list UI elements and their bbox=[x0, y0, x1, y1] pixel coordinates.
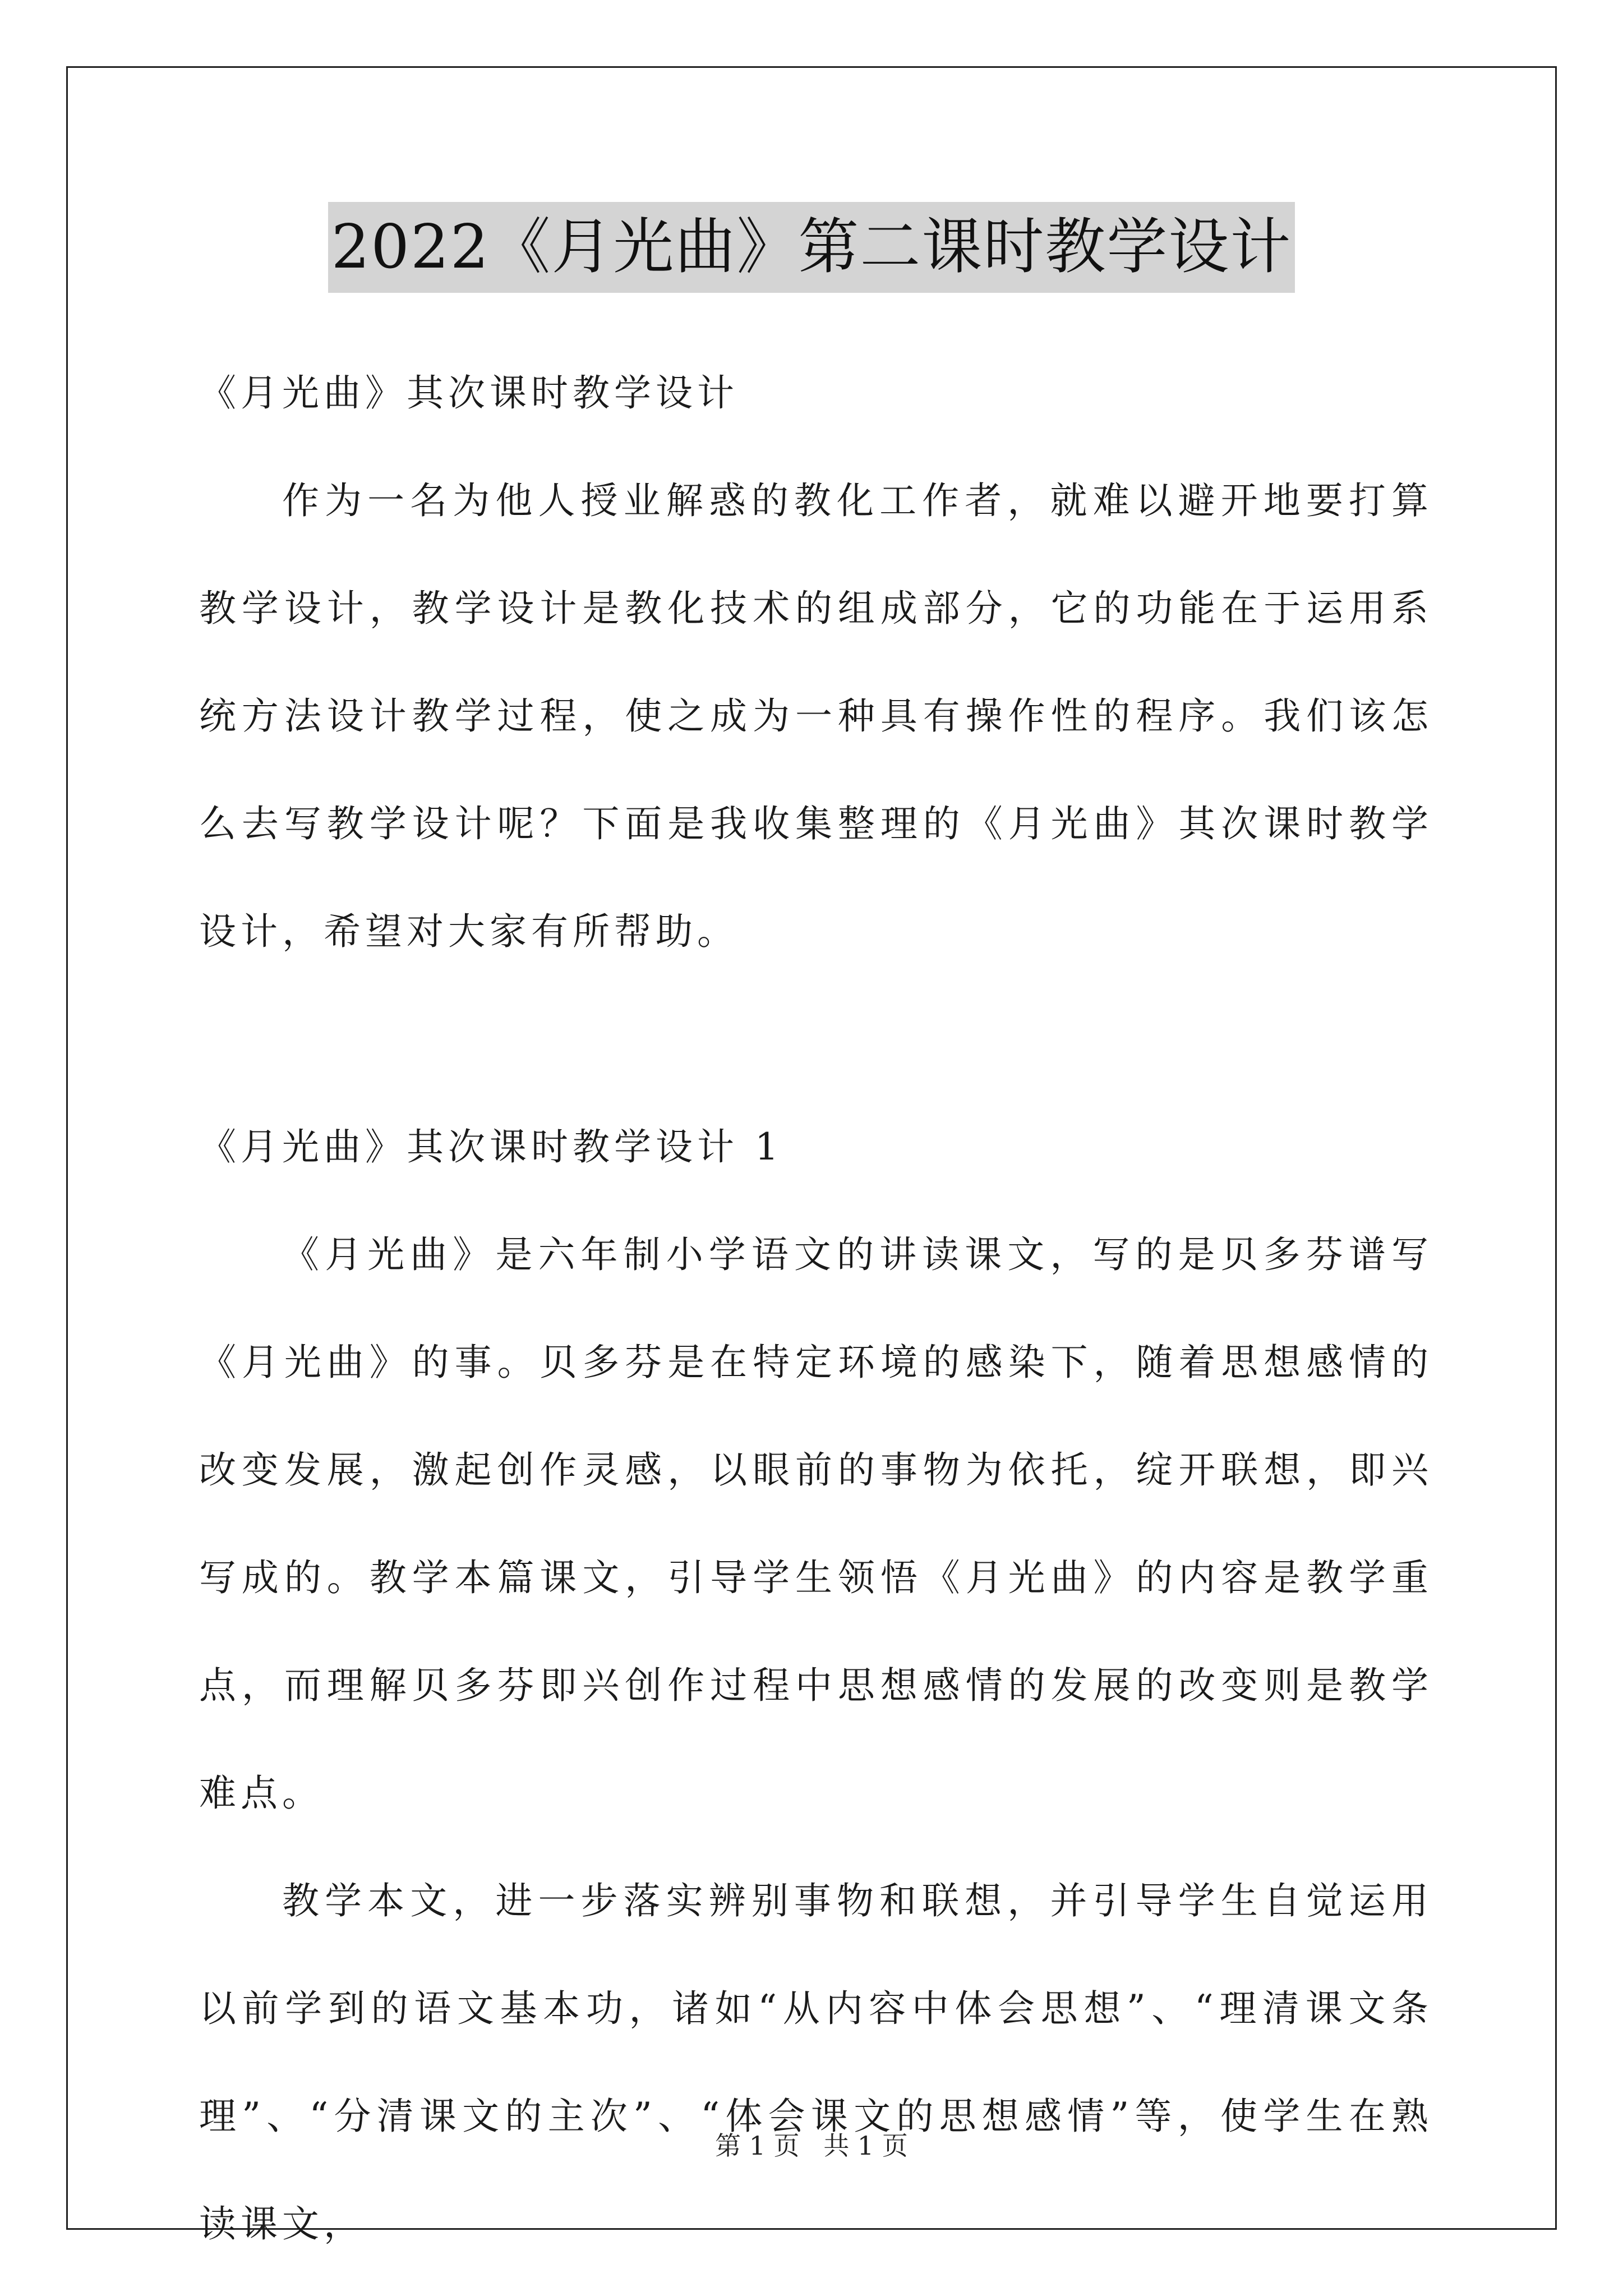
page-total: 共 1 页 bbox=[823, 2131, 908, 2161]
title-container bbox=[0, 202, 1623, 293]
section-heading: 《月光曲》其次课时教学设计 bbox=[199, 371, 739, 415]
body-paragraph: 《月光曲》是六年制小学语文的讲读课文，写的是贝多芬谱写《月光曲》的事。贝多芬是在特定环境的感染下，随着思想感情的改变发展，激起创作灵感，以眼前的事物为依托，绽开联想，即兴写成的。教学本篇课文，引导学生领悟《月光曲》的内容是教学重点，而理解贝多芬即兴创作过程中思想感情的发展的改变则是教学难点。 bbox=[199, 1233, 1433, 1815]
section-heading-1: 《月光曲》其次课时教学设计 1 bbox=[199, 1125, 783, 1168]
page-number: 第 1 页 bbox=[715, 2131, 800, 2161]
body-paragraph: 教学本文，进一步落实辨别事物和联想，并引导学生自觉运用以前学到的语文基本功，诸如“从内容中体会思想”、“理清课文条理”、“分清课文的主次”、“体会课文的思想感情”等，使学生在熟读课文， bbox=[199, 1879, 1433, 2246]
document-body bbox=[199, 339, 1433, 2278]
page-footer bbox=[0, 2129, 1623, 2162]
intro-paragraph: 作为一名为他人授业解惑的教化工作者，就难以避开地要打算教学设计，教学设计是教化技术的组成部分，它的功能在于运用系统方法设计教学过程，使之成为一种具有操作性的程序。我们该怎么去写教学设计呢？下面是我收集整理的《月光曲》其次课时教学设计，希望对大家有所帮助。 bbox=[199, 479, 1433, 953]
document-title: 2022《月光曲》第二课时教学设计 bbox=[328, 202, 1295, 293]
paragraph-gap bbox=[199, 986, 1433, 1093]
